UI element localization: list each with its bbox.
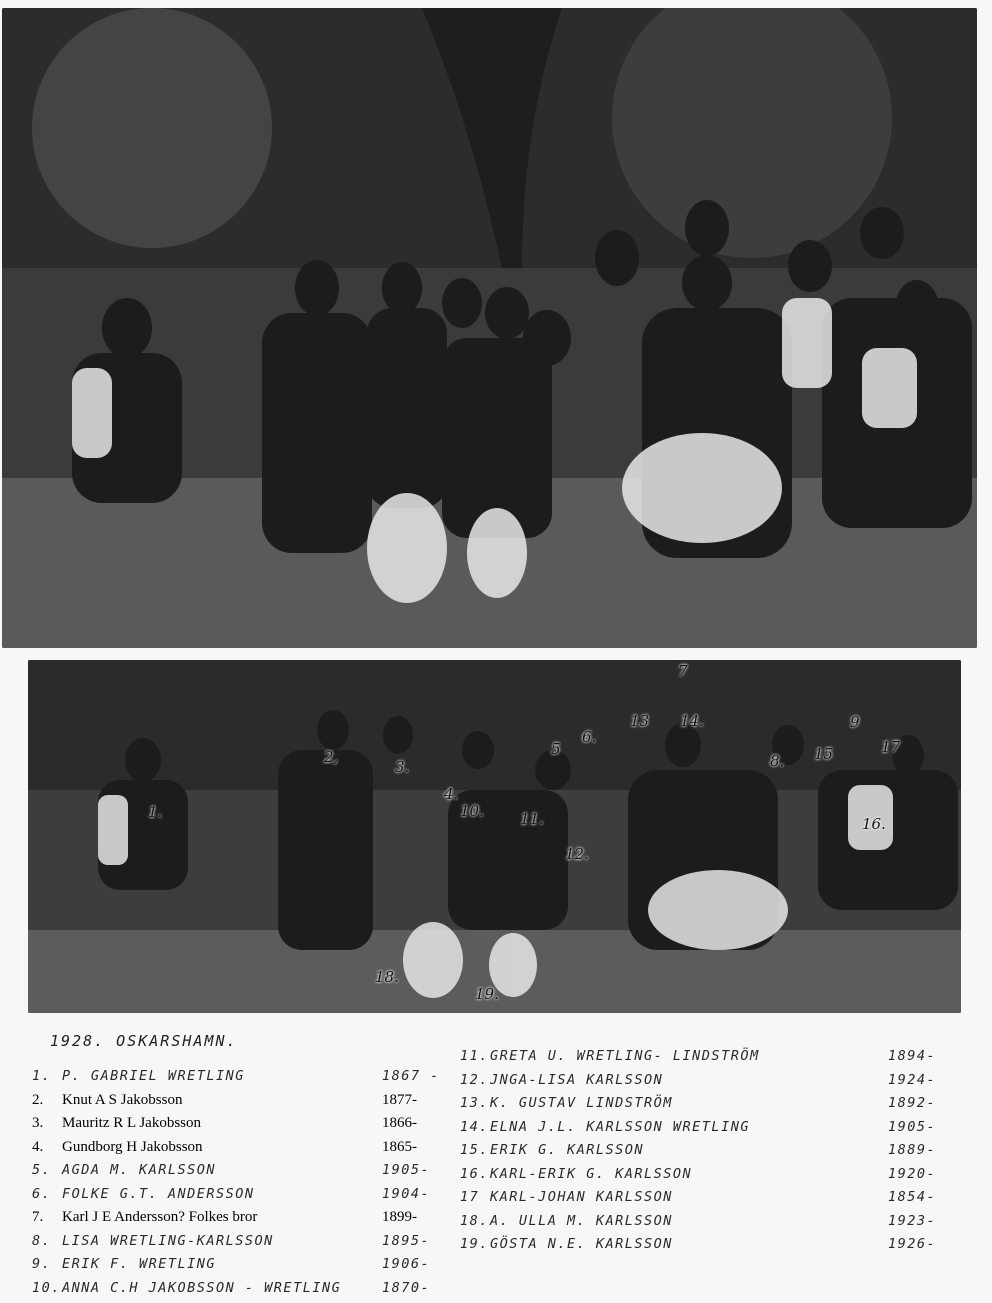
caption-year: 1923- (888, 1213, 936, 1229)
caption-column-right (460, 1048, 960, 1260)
caption-year: 1894- (888, 1048, 936, 1064)
caption-year: 1920- (888, 1166, 936, 1182)
caption-num: 11. (460, 1048, 490, 1064)
person-marker-16: 16. (862, 815, 886, 833)
caption-row (460, 1072, 960, 1096)
caption-name: KARL-ERIK G. KARLSSON (490, 1166, 692, 1182)
caption-num: 15. (460, 1142, 490, 1158)
caption-row (460, 1213, 960, 1237)
group-photo-bottom-drawing (28, 660, 961, 1013)
caption-name: GRETA U. WRETLING- LINDSTRÖM (490, 1048, 760, 1064)
person-marker-2: 2, (324, 748, 338, 766)
caption-num: 17 (460, 1189, 490, 1205)
caption-name: P. GABRIEL WRETLING (62, 1068, 245, 1084)
caption-row (32, 1280, 452, 1303)
caption-num: 4. (32, 1139, 62, 1156)
caption-num: 14. (460, 1119, 490, 1135)
caption-name: KARL-JOHAN KARLSSON (490, 1189, 673, 1205)
caption-row (32, 1139, 452, 1163)
caption-row (32, 1256, 452, 1280)
person-marker-14: 14. (680, 712, 704, 730)
group-photo-bottom-annotated (28, 660, 961, 1013)
caption-year: 1866- (382, 1115, 417, 1132)
person-marker-4: 4. (444, 785, 458, 803)
caption-row (460, 1048, 960, 1072)
caption-year: 1926- (888, 1236, 936, 1252)
person-marker-19: 19. (475, 985, 499, 1003)
caption-name: AGDA M. KARLSSON (62, 1162, 216, 1178)
caption-year: 1899- (382, 1209, 417, 1226)
caption-row (460, 1166, 960, 1190)
caption-name: LISA WRETLING-KARLSSON (62, 1233, 274, 1249)
caption-row (32, 1162, 452, 1186)
caption-year: 1854- (888, 1189, 936, 1205)
person-marker-8: 8. (770, 752, 784, 770)
caption-row (460, 1236, 960, 1260)
caption-num: 18. (460, 1213, 490, 1229)
person-marker-15: 15 (814, 745, 833, 763)
caption-row (32, 1115, 452, 1139)
person-marker-17: 17 (881, 738, 900, 756)
caption-year: 1905- (888, 1119, 936, 1135)
caption-name: ELNA J.L. KARLSSON WRETLING (490, 1119, 750, 1135)
person-marker-13: 13 (630, 712, 649, 730)
group-photo-top-drawing (2, 8, 977, 648)
caption-name: Gundborg H Jakobsson (62, 1139, 203, 1156)
caption-num: 12. (460, 1072, 490, 1088)
caption-name: GÖSTA N.E. KARLSSON (490, 1236, 673, 1252)
caption-year: 1924- (888, 1072, 936, 1088)
caption-name: A. ULLA M. KARLSSON (490, 1213, 673, 1229)
person-marker-1: 1. (148, 803, 162, 821)
caption-year: 1870- (382, 1280, 430, 1296)
caption-num: 1. (32, 1068, 62, 1084)
caption-row (32, 1092, 452, 1116)
caption-year: 1892- (888, 1095, 936, 1111)
person-marker-7: 7 (678, 662, 688, 680)
person-marker-3: 3. (395, 758, 409, 776)
caption-name: ANNA C.H JAKOBSSON - WRETLING (62, 1280, 341, 1296)
caption-num: 7. (32, 1209, 62, 1226)
person-marker-11: 11. (520, 810, 544, 828)
caption-year: 1889- (888, 1142, 936, 1158)
caption-num: 9. (32, 1256, 62, 1272)
caption-name: JNGA-LISA KARLSSON (490, 1072, 663, 1088)
caption-year: 1905- (382, 1162, 430, 1178)
caption-num: 13. (460, 1095, 490, 1111)
caption-num: 3. (32, 1115, 62, 1132)
caption-row (460, 1095, 960, 1119)
person-marker-12: 12. (565, 845, 589, 863)
caption-name: Mauritz R L Jakobsson (62, 1115, 201, 1132)
caption-row (32, 1186, 452, 1210)
caption-row (460, 1119, 960, 1143)
caption-year: 1895- (382, 1233, 430, 1249)
caption-year: 1904- (382, 1186, 430, 1202)
caption-name: Karl J E Andersson? Folkes bror (62, 1209, 257, 1226)
caption-column-left (32, 1068, 452, 1303)
caption-name: Knut A S Jakobsson (62, 1092, 182, 1109)
caption-year: 1865- (382, 1139, 417, 1156)
caption-num: 6. (32, 1186, 62, 1202)
caption-row (460, 1189, 960, 1213)
person-marker-5: 5 (551, 740, 561, 758)
caption-num: 16. (460, 1166, 490, 1182)
caption-name: FOLKE G.T. ANDERSSON (62, 1186, 255, 1202)
person-marker-9: 9 (850, 713, 860, 731)
caption-year: 1877- (382, 1092, 417, 1109)
person-marker-6: 6. (582, 728, 596, 746)
caption-name: K. GUSTAV LINDSTRÖM (490, 1095, 673, 1111)
person-marker-10: 10. (460, 802, 484, 820)
caption-num: 19. (460, 1236, 490, 1252)
caption-name: ERIK F. WRETLING (62, 1256, 216, 1272)
caption-year: 1906- (382, 1256, 430, 1272)
caption-num: 8. (32, 1233, 62, 1249)
caption-heading: 1928. OSKARSHAMN. (50, 1032, 238, 1050)
group-photo-top (2, 8, 977, 648)
caption-row (32, 1233, 452, 1257)
caption-year: 1867 - (382, 1068, 440, 1084)
caption-row (32, 1068, 452, 1092)
caption-num: 5. (32, 1162, 62, 1178)
caption-num: 2. (32, 1092, 62, 1109)
caption-row (32, 1209, 452, 1233)
caption-row (460, 1142, 960, 1166)
caption-name: ERIK G. KARLSSON (490, 1142, 644, 1158)
caption-list (0, 1020, 992, 1300)
caption-num: 10. (32, 1280, 62, 1296)
person-marker-18: 18. (375, 968, 399, 986)
